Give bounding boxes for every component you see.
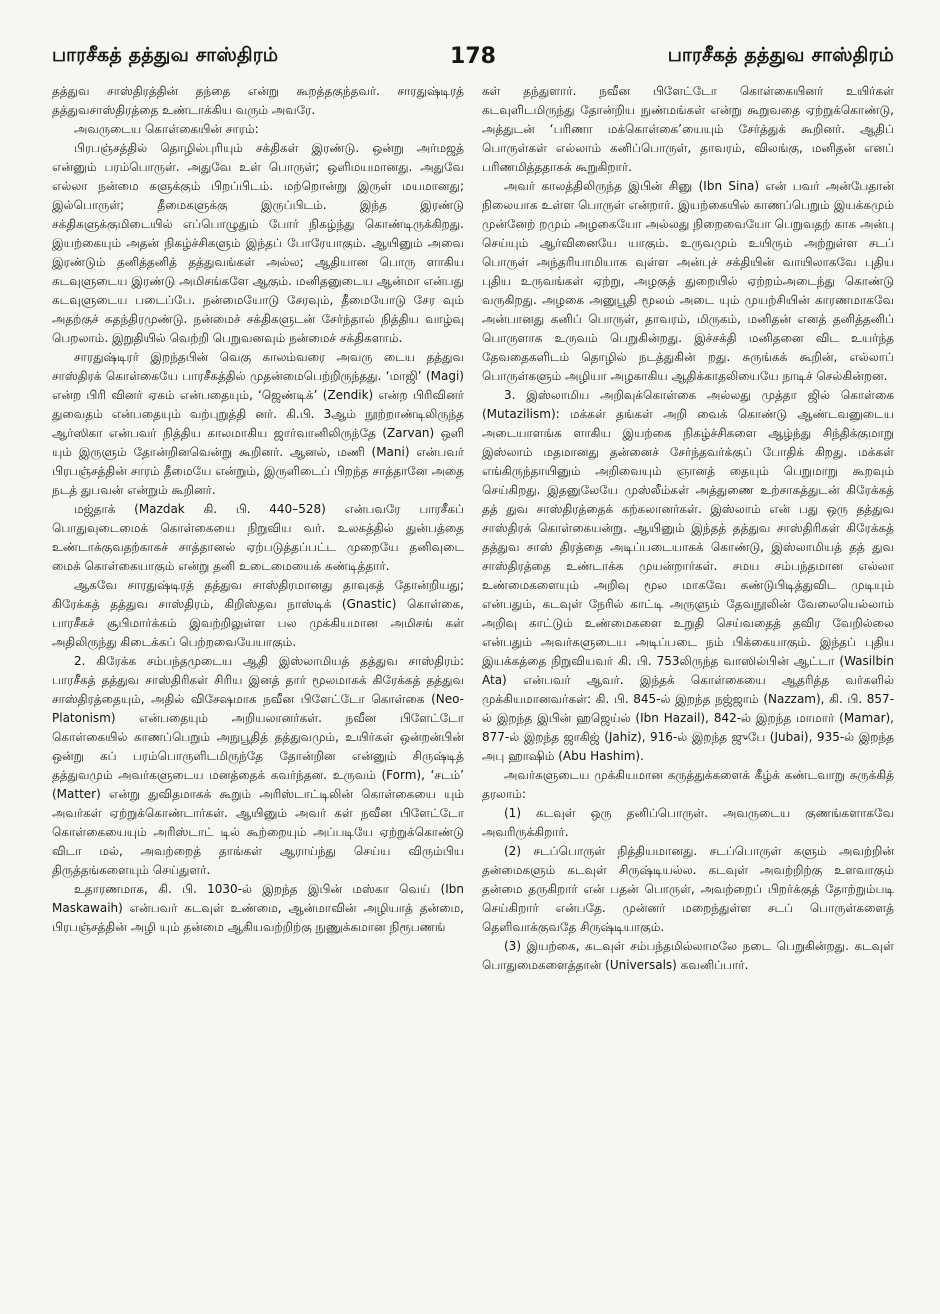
paragraph: கள் தந்துளார். நவீன பிளேட்டோ கொள்கையினர் உயிர்கள் கடவுளிடமிருந்து தோன்றிய நுண்மங்கள் என்று கூறுவதை ஏற்றுக்கொண்டு, அத்துடன் ‘பரிணா மக்கொள்கை’யையும் சேர்த்துக் கூறினர். ஆதிப் பொருள்கள் எல்லாம் கனிப்பொருள், தாவரம், விலங்கு, மனிதன் எனப் பரிணமித்ததாகக் கூறுகிறார். [482,84,894,174]
running-title-left: பாரசீகத் தத்துவ சாஸ்திரம் [52,43,279,66]
paragraph: அவர் காலத்திலிருந்த இபின் சினு (Ibn Sina) என் பவர் அன்பேதான் நிலையாக உள்ள பொருள் என்றார். இயற்கையில் காணப்பெறும் இயக்கமும் முன்னேற் றமும் அழகையோ அல்லது நிறைவையோ பெறுவதற் காக அன்பு செய்யும் ஆர்வினையே யாகும். உருவமும் உயிரும் அற்றுள்ள சடப் பொருள் அந்தரியாமியாக வுள்ள அன்புச் சக்தியின் வாயிலாகவே புதிய புதிய உருவங்கள் ஏற்று, அழகுத் துறையில் ஏற்றம்அடைந்து கொண்டு வருகிறது. அழகை அனுபூதி மூலம் அடை யும் முயற்சியின் காரணமாகவே அன்பானது கனிப் பொருள், தாவரம், மிருகம், மனிதன் எனத் தனித்தனிப் பொருளாக உருவம் பெறுகின்றது. இச்சக்தி மனிதனை விட உயர்ந்த தேவதைகளிடம் தொழில் நடத்துகின் றது. சுருங்கக் கூறின், எல்லாப் பொருள்களும் அழியா அழகாகிய ஆதிக்காதலியையே நாடிச் செல்கின்றன. [482,179,894,383]
page-header [52,34,894,78]
paragraph: தத்துவ சாஸ்திரத்தின் தந்தை என்று கூறத்தகுந்தவர். சாரதுஷ்டிரத் தத்துவசாஸ்திரத்தை உண்டாக்கிய வரும் அவரே. [52,84,464,117]
paragraph: ஆகவே சாரதுஷ்டிரத் தத்துவ சாஸ்திரமானது தாவுகத் தோன்றியது; கிரேக்கத் தத்துவ சாஸ்திரம், கிறிஸ்தவ நாஸ்டிக் (Gnastic) கொள்கை, பாரசீகச் சூபிமார்க்கம் இவற்றிலுள்ள பல முக்கியமான அமிசங் கள் அதிலிருந்து கிடைக்கப் பெற்றவையேயாகும். [52,578,464,649]
list-item: (2) சடப்பொருள் நித்தியமானது. சடப்பொருள் களும் அவற்றின் தன்மைகளும் கடவுள் சிருஷ்டியல்ல. கடவுள் அவற்றிற்கு உளவாகும் தன்மை தருகிறார் என் பதன் பொருள், அவற்றைப் பிறர்க்குத் தோற்றும்படி செய்கிறார் என்பதே. முன்னர் மறைந்துள்ள சடப் பொருள்களைத் தெளிவாக்குவதே சிருஷ்டியாகும். [482,844,894,934]
paragraph: சாரதுஷ்டிரர் இறந்தபின் வெகு காலம்வரை அவரு டைய தத்துவ சாஸ்திரக் கொள்கையே பாரசீகத்தில் முதன்மைபெற்றிருந்தது. ‘மாஜி’ (Magi) என்ற பிரி வினர் ஏகம் என்பதையும், ‘ஜெண்டிக்’ (Zendik) என்ற பிரிவினர் துவைதம் என்பதையும் வற்புறுத்தி னர். கி.பி. 3ஆம் நூற்றாண்டிலிருந்த ஆர்ஸிகா என்பவர் நித்திய காலமாகிய ஜார்வானிலிருந்தே (Zarvan) ஒளி யும் இருளும் தோன்றினவென்று கூறினர். ஆனல், மணி (Mani) என்பவர் பிரபஞ்சத்தின் சாரம் தீமையே என்றும், இருளிடைப் பிறந்த சாத்தானே அதை நடத் துபவன் என்றும் கூறினர். [52,350,464,497]
paragraph: 2. கிரேக்க சம்பந்தமுடைய ஆதி இஸ்லாமியத் தத்துவ சாஸ்திரம்: பாரசீகத் தத்துவ சாஸ்திரிகள் சிரிய இனத் தார் மூலமாகக் கிரேக்கத் தத்துவ சாஸ்திரத்தையும், அதில் விசேஷமாக நவீன பிளேட்டோ கொள்கை (Neo-Platonism) என்பதையும் அறியலானர்கள். நவீன பிளேட்டோ கொள்கையில் காணப்பெறும் அநுபூதித் தத்துவமும், உயிர்கள் ஒன்றன்பின் ஒன்று கப் பரம்பொருளிடமிருந்தே தோன்றின என்னும் சிருஷ்டித் தத்துவமும் அவர்களுடைய மனத்தைக் கவர்ந்தன. உருவம் (Form), ‘சடம்’ (Matter) என்று துவிதமாகக் கூறும் அரிஸ்டாட்டிலின் கொள்கையை யும் அவர்கள் ஏற்றுக்கொண்டார்கள். ஆயினும் அவர் கள் நவீன பிளேட்டோ கொள்கையையும் அரிஸ்டாட் டில் கூற்றையும் அப்படியே ஏற்றுக்கொண்டு விடா மல், அவற்றைத் தாங்கள் ஆராய்ந்து செய்ய விரும்பிய திருத்தங்களையும் செய்துளர். [52,654,464,877]
paragraph: 3. இஸ்லாமிய அறிவுக்கொள்கை அல்லது முத்தா ஜில் கொள்கை (Mutazilism): மக்கள் தங்கள் அறி வைக் கொண்டு ஆண்டவனுடைய அடையாளங்க ளாகிய இயற்கை நிகழ்ச்சிகளை ஆழ்ந்து சிந்திக்குமாறு இஸ்லாம் மதமானது தன்னைச் சேர்ந்தவர்க்குப் போதிக் கிறது. மக்கள் எங்கிருந்தாயினும் அறிவையும் ஞானத் தையும் பெறுமாறு கூறவும் செய்கிறது. இதனுலேயே முஸ்லீம்கள் அத்துணை உற்சாகத்துடன் கிரேக்கத் தத் துவ சாஸ்திரத்தைக் கற்கலானர்கள். இஸ்லாம் என் பது ஒரு தத்துவ சாஸ்திரக் கொள்கையன்று. ஆயினும் இந்தத் தத்துவ சாஸ்திரிகள் கிரேக்கத் தத்துவ சாஸ் திரத்தை அடிப்படையாகக் கொண்டு, இஸ்லாமியத் தத் துவ சாஸ்திரத்தை உண்டாக்க முயன்றார்கள். சமய சம்பந்தமான எல்லா உண்மைகளையும் அறிவு மூல மாகவே கண்டுபிடித்துவிட முடியும் என்பதும், கடவுள் நேரில் காட்டி அருளும் தேவநூலின் வேலையெல்லாம் அறிவு காட்டும் உண்மைகளை உறுதி செய்வதைத் தவிர வேறில்லை என்பதும் அவர்களுடைய அடிப்படை நம் பிக்கையாகும். இந்தப் புதிய இயக்கத்தை நிறுவியவர் கி. பி. 753லிருந்த வாஸில்பின் ஆட்டா (Wasilbin Ata) என்பவர் ஆவர். இந்தக் கொள்கையை ஆதரித்த வர்களில் முக்கியமானவர்கள்: கி. பி. 845-ல் இறந்த நஜ்ஜாம் (Nazzam), கி. பி. 857-ல் இறந்த இபின் ஹஜெய்ல் (Ibn Hazail), 842-ல் இறந்த மாமார் (Mamar), 877-ல் இறந்த ஜாகிஜ் (Jahiz), 916-ல் இறந்த ஜுபே (Jubai), 935-ல் இறந்த அபு ஹாஷிம் (Abu Hashim). [482,388,894,763]
page-number: 178 [450,43,496,69]
paragraph: மஜ்தாக் (Mazdak கி. பி. 440–528) என்பவரே பாரசீகப் பொதுவுடைமைக் கொள்கையை நிறுவிய வர். உலகத்தில் துன்பத்தை உண்டாக்குவதற்காகச் சாத்தானல் ஏற்படுத்தப்பட்ட முறையே தனிவுடை மைக் கொள்கையாகும் என்று தனி உடைமையைக் கண்டித்தார். [52,502,464,573]
page-body [52,82,894,975]
running-title-right: பாரசீகத் தத்துவ சாஸ்திரம் [667,43,894,66]
paragraph: அவர்களுடைய முக்கியமான கருத்துக்களைக் கீழ்க் கண்டவாறு சுருக்கித் தரலாம்: [482,768,894,801]
left-column [52,82,464,975]
paragraph: பிரபஞ்சத்தில் தொழில்புரியும் சக்திகள் இரண்டு. ஒன்று அர்மஜத் என்னும் பரம்பொருள். அதுவே உள் பொருள்; ஒளிமயமானது. அதுவே எல்லா நன்மை களுக்கும் பிறப்பிடம். மற்றொன்று இருள் மயமானது; இல்பொருள்; தீமைகளுக்கு இருப்பிடம். இந்த இரண்டு சக்திகளுக்குமிடையில் எப்பொழுதும் போர் நிகழ்ந்து கொண்டிருக்கிறது. இயற்கையும் அதன் நிகழ்ச்சிகளும் இந்தப் போரேயாகும். ஆயினும் அவை இரண்டும் தனித்தனித் தத்துவங்கள் அல்ல; ஆதியான பொரு ளாகிய கடவுளுடைய இரண்டு அமிசங்களே ஆகும். மனிதனுடைய ஆன்மா என்பது கடவுளுடைய படைப்பே. நன்மையோடு சேரவும், தீமையோடு சேர வும் அதற்குச் சுதந்திரமுண்டு. நன்மைச் சக்திகளுடன் சேர்ந்தால் நித்திய வாழ்வு பெறலாம். இறுதியில் வெற்றி பெறுவனவும் நன்மைச் சக்திகளாம். [52,141,464,345]
list-item: (1) கடவுள் ஒரு தனிப்பொருள். அவருடைய குணங்களாகவே அவரிருக்கிறார். [482,806,894,839]
list-item: (3) இயற்கை, கடவுள் சம்பந்தமில்லாமலே நடை பெறுகின்றது. கடவுள் பொதுமைகளைத்தான் (Universals) கவனிப்பார். [482,939,894,972]
section-heading: அவருடைய கொள்கையின் சாரம்: [74,122,259,136]
right-column [482,82,894,975]
paragraph: உதாரணமாக, கி. பி. 1030-ல் இறந்த இபின் மஸ்கா வெய் (Ibn Maskawaih) என்பவர் கடவுள் உண்மை, ஆன்மாவின் அழியாத் தன்மை, பிரபஞ்சத்தின் அழி யும் தன்மை ஆகியவற்றிற்கு நுணுக்கமான நிரூபணங் [52,882,464,934]
